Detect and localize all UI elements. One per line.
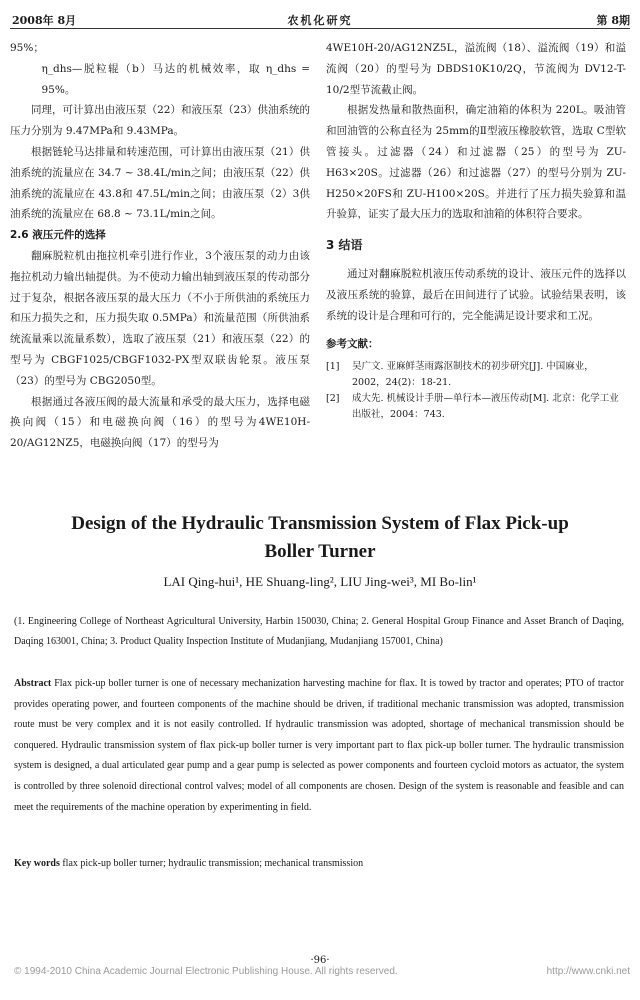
english-title	[0, 510, 640, 566]
header-journal-name: 农机化研究	[287, 14, 353, 27]
reference-number: [1]	[326, 361, 340, 373]
header-issue: 第 8期	[596, 14, 630, 27]
paragraph: 同理，可计算出由液压泵（22）和液压泵（23）供油系统的压力分别为 9.47MPa和 9.43MPa。	[10, 104, 310, 138]
header-date: 2008年 8月	[12, 14, 77, 27]
abstract-text: Flax pick-up boller turner is one of necessary mechanization harvesting machine for flax. It is towed by tractor and operates; PTO of tractor provides operating power, and fourteen components of the machine should be driven, if traditional mechanic transmission was adopted, transmission route must be very complex and it is not easily controlled. If hydraulic transmission was adopted, shortage of mechanical transmission should be conquered. Hydraulic transmission system of flax pick-up boller turner is very important part to flax pick-up boller turner. The hydraulic transmission system is designed, a dual articulated gear pump and a gear pump is selected as power components and fourteen cycloid motors as actuator, the system is controlled by three solenoid directional control valves; model of all components are chosen. Design of the system is reasonable and feasible and can meet the requirements of the machine operation by experimenting in field.	[14, 678, 625, 813]
right-column	[326, 38, 626, 423]
keywords-text: flax pick-up boller turner; hydraulic transmission; mechanical transmission	[62, 858, 364, 869]
reference-text: 成大先. 机械设计手册—单行本—液压传动[M]. 北京：化学工业出版社，2004：743.	[352, 393, 619, 421]
english-title-line-1: Design of the Hydraulic Transmission System of Flax Pick-up	[71, 513, 569, 534]
paragraph: 翻麻脱粒机由拖拉机牵引进行作业，3个液压泵的动力由该拖拉机动力输出轴提供。为不使动力输出轴到液压泵的传动部分过于复杂，根据各液压泵的最大压力（不小于所供油的系统压力和压力损失之和，压力损失取 0.5MPa）和流量范围（所供油系统流量乘以流量系数），选取了液压泵（21）和液压泵（22）的型号为 CBGF1025/CBGF1032-PX型双联齿轮泵。液压泵（23）的型号为 CBG2050型。	[10, 249, 310, 387]
copyright-footer	[14, 966, 630, 977]
paragraph: 根据发热量和散热面积，确定油箱的体积为 220L。吸油管和回油管的公称直径为 25mm的Ⅱ型液压橡胶软管，选取 C型软管接头。过滤器（24）和过滤器（25）的型号为 ZU-H63×20S。过滤器（26）和过滤器（27）的型号分别为 ZU-H250×20FS和 ZU-H100×20S。并进行了压力损失验算和温升验算，证实了最大压力的选取和油箱的体积符合要求。	[326, 104, 626, 221]
paragraph: 根据通过各液压阀的最大流量和承受的最大压力，选择电磁换向阀（15）和电磁换向阀（16）的型号为4WE10H-20/AG12NZ5，电磁换向阀（17）的型号为	[10, 395, 310, 450]
equation-note: η_dhs—脱粒辊（b）马达的机械效率，取 η_dhs = 95%。	[41, 62, 310, 96]
references-heading: 参考文献：	[326, 338, 379, 351]
running-header	[10, 6, 630, 28]
paragraph: 95%；	[10, 42, 44, 54]
site-link[interactable]: http://www.cnki.net	[546, 966, 630, 977]
english-keywords	[14, 858, 624, 869]
paragraph: 4WE10H-20/AG12NZ5L，溢流阀（18）、溢流阀（19）和溢流阀（20）的型号为 DBDS10K10/2Q，节流阀为 DV12-T-10/2型节流截止阀。	[326, 42, 626, 96]
abstract-label: Abstract	[14, 678, 52, 689]
english-abstract	[14, 674, 624, 818]
keywords-label: Key words	[14, 858, 60, 869]
paragraph: 根据链轮马达排量和转速范围，可计算出由液压泵（21）供油系统的流量应在 34.7 ~ 38.4L/min之间；由液压泵（22）供油系统的流量应在 43.8和 47.5L/min之间；由液压泵（2）3供油系统的流量应在 68.8 ~ 73.1L/min之间。	[10, 145, 310, 221]
left-column	[10, 38, 310, 454]
reference-number: [2]	[326, 393, 340, 405]
english-title-line-2: Boller Turner	[264, 541, 376, 562]
reference-text: 吴广文. 亚麻鲜茎雨露沤制技术的初步研究[J]. 中国麻业，2002，24(2)：18-21.	[352, 361, 594, 389]
paragraph: 通过对翻麻脱粒机液压传动系统的设计、液压元件的选择以及液压系统的验算，最后在田间进行了试验。试验结果表明，该系统的设计是合理和可行的，完全能满足设计要求和工况。	[326, 267, 626, 322]
page-number: ·96·	[310, 955, 330, 966]
reference-item	[326, 391, 626, 423]
copyright-text: © 1994-2010 China Academic Journal Electronic Publishing House. All rights reserved.	[14, 966, 398, 977]
header-rule	[10, 28, 630, 29]
section-heading: 3 结语	[326, 238, 363, 253]
reference-item	[326, 359, 626, 391]
english-authors: LAI Qing-hui¹, HE Shuang-ling², LIU Jing-wei³, MI Bo-lin¹	[163, 574, 477, 589]
section-heading: 2.6 液压元件的选择	[10, 229, 106, 242]
english-affiliations: (1. Engineering College of Northeast Agricultural University, Harbin 150030, China; 2. General Hospital Group Finance and Asset Branch of Daqing, Daqing 163001, China; 3. Product Quality Inspection Institute of Mudanjiang, Mudanjiang 157001, China)	[14, 616, 624, 647]
